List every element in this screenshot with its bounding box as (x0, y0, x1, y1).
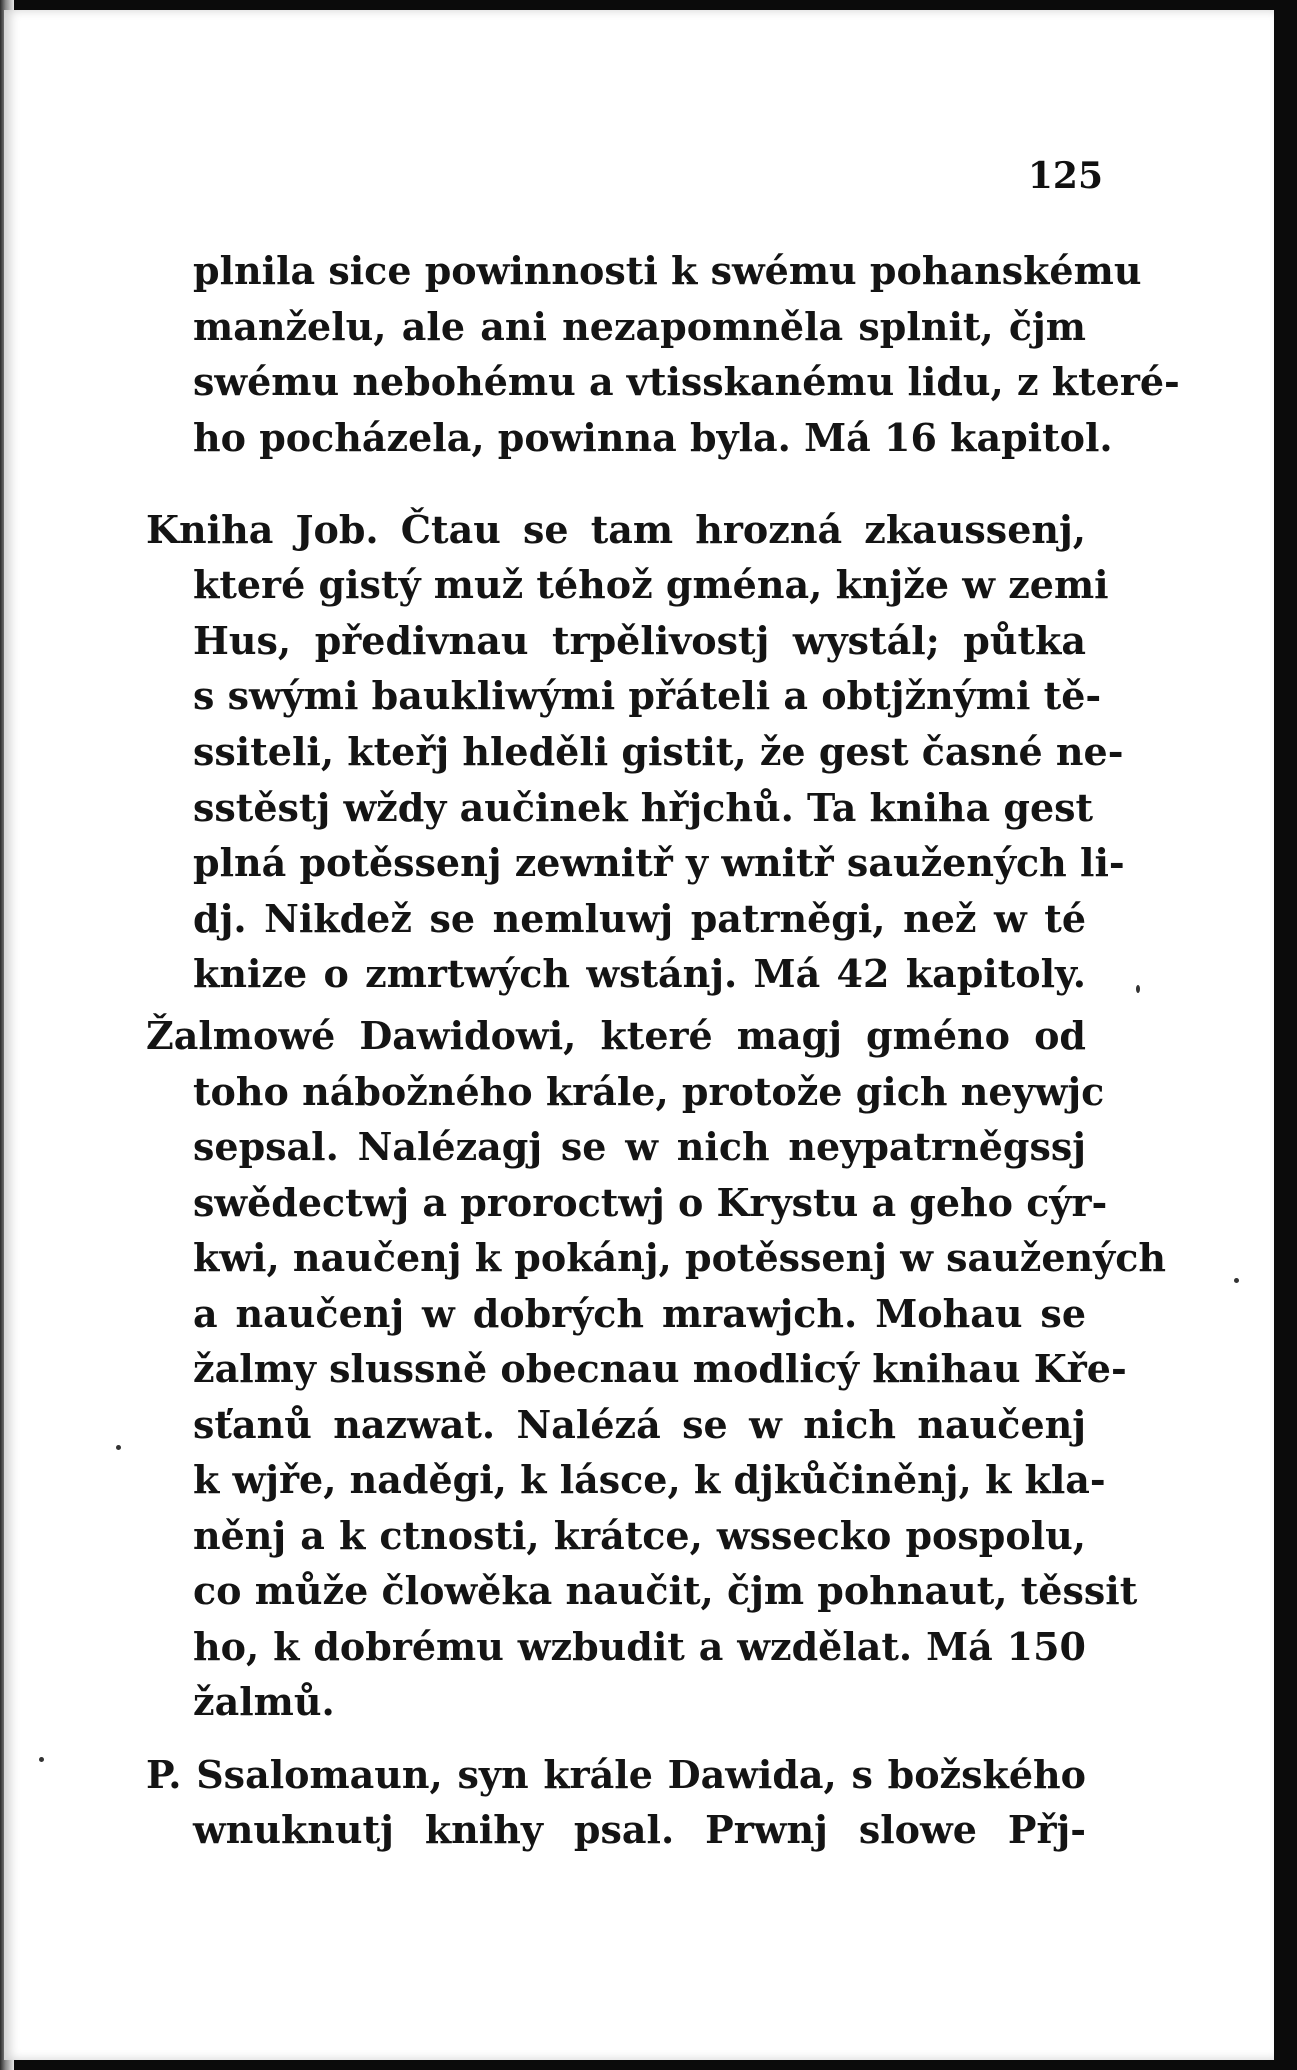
scan-speck (1136, 985, 1140, 993)
text-line: toho nábožného krále, protože gich neywjc (193, 1069, 1105, 1114)
scan-speck (116, 1445, 121, 1450)
text-line: ho pocházela, powinna byla. Má 16 kapitol. (193, 415, 1113, 460)
text-line: něnj a k ctnosti, krátce, wssecko pospolu, (193, 1513, 1086, 1558)
text-line: P. Ssalomaun, syn krále Dawida, s božského (146, 1752, 1086, 1797)
text-line: sstěstj wždy aučinek hřjchů. Ta kniha gest (193, 785, 1094, 830)
text-line: sťanů nazwat. Nalézá se w nich naučenj (193, 1402, 1086, 1447)
text-line: plnila sice powinnosti k swému pohanskému (193, 248, 1142, 293)
text-line: sepsal. Nalézagj se w nich neypatrněgssj (193, 1124, 1086, 1169)
text-line: k wjře, naděgi, k lásce, k djkůčiněnj, k kla- (193, 1457, 1106, 1502)
text-line: které gistý muž téhož gména, knjže w zemi (193, 562, 1109, 607)
scan-speck (1234, 1278, 1239, 1283)
text-line: co může člowěka naučit, čjm pohnaut, těssit (193, 1568, 1138, 1613)
text-line: žalmů. (193, 1679, 335, 1724)
text-line: a naučenj w dobrých mrawjch. Mohau se (193, 1291, 1086, 1336)
text-line: Kniha Job. Čtau se tam hrozná zkaussenj, (146, 507, 1086, 552)
text-line: Žalmowé Dawidowi, které magj gméno od (146, 1013, 1086, 1058)
text-line: wnuknutj knihy psal. Prwnj slowe Přj- (193, 1807, 1086, 1852)
text-line: swému nebohému a vtisskanému lidu, z které- (193, 359, 1180, 404)
text-line: knize o zmrtwých wstánj. Má 42 kapitoly. (193, 951, 1086, 996)
text-line: Hus, předivnau trpělivostj wystál; půtka (193, 618, 1086, 663)
page-number: 125 (1027, 155, 1103, 197)
text-line: ssiteli, kteřj hleděli gistit, že gest časné ne- (193, 729, 1124, 774)
text-line: dj. Nikdež se nemluwj patrněgi, než w té (193, 896, 1086, 941)
text-line: manželu, ale ani nezapomněla splnit, čjm (193, 304, 1086, 349)
text-line: s swými baukliwými přáteli a obtjžnými tě- (193, 673, 1102, 718)
scan-speck (39, 1757, 44, 1762)
text-line: kwi, naučenj k pokánj, potěssenj w saužených (193, 1235, 1167, 1280)
text-line: ho, k dobrému wzbudit a wzdělat. Má 150 (193, 1624, 1086, 1669)
text-line: žalmy slussně obecnau modlicý knihau Kře- (193, 1346, 1127, 1391)
text-line: plná potěssenj zewnitř y wnitř saužených li- (193, 840, 1125, 885)
text-line: swědectwj a proroctwj o Krystu a geho cýr- (193, 1180, 1108, 1225)
